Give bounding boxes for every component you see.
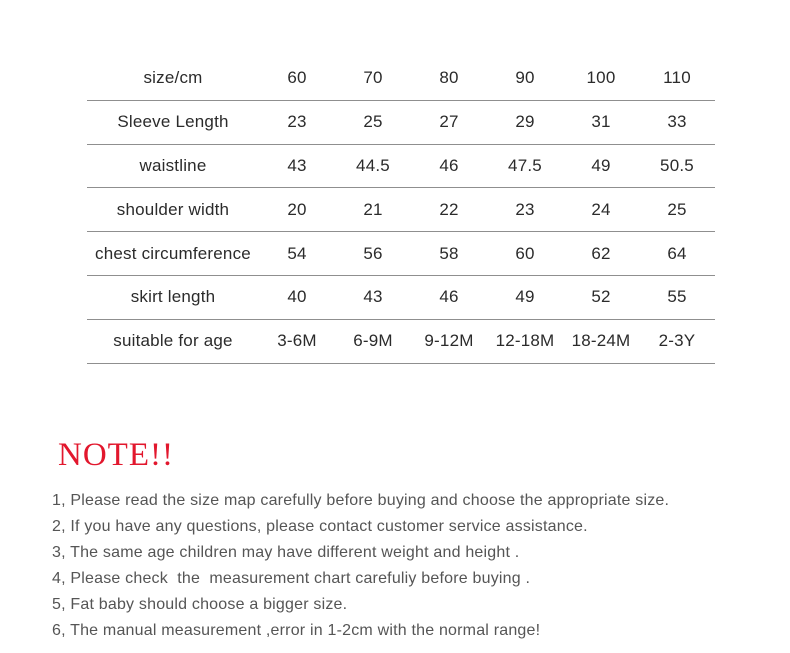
row-value: 58	[439, 243, 459, 263]
row-value: 31	[591, 112, 611, 132]
row-value: 25	[363, 112, 383, 132]
table-row	[87, 145, 715, 189]
row-label: size/cm	[143, 68, 203, 88]
note-item: 3, The same age children may have different weight and height .	[52, 544, 520, 561]
table-row	[87, 101, 715, 145]
table-row	[87, 232, 715, 276]
note-item: 4, Please check the measurement chart carefuliy before buying .	[52, 570, 531, 587]
note-heading: NOTE!!	[58, 437, 174, 473]
row-value: 27	[439, 112, 459, 132]
row-value: 2-3Y	[658, 331, 696, 351]
row-value: 46	[439, 287, 459, 307]
note-item: 2, If you have any questions, please contact customer service assistance.	[52, 518, 588, 535]
row-value: 49	[515, 287, 535, 307]
row-value: 29	[515, 112, 535, 132]
row-value: 64	[667, 243, 687, 263]
row-value: 20	[287, 199, 307, 219]
row-value: 3-6M	[277, 331, 317, 351]
row-value: 50.5	[660, 155, 694, 175]
row-label: chest circumference	[95, 243, 251, 263]
row-value: 55	[667, 287, 687, 307]
note-item: 6, The manual measurement ,error in 1-2cm with the normal range!	[52, 622, 541, 639]
row-value: 24	[591, 199, 611, 219]
table-row	[87, 320, 715, 364]
row-value: 12-18M	[495, 331, 555, 351]
row-value: 44.5	[356, 155, 390, 175]
row-value: 52	[591, 287, 611, 307]
row-value: 70	[363, 68, 383, 88]
row-value: 6-9M	[353, 331, 393, 351]
row-value: 47.5	[508, 155, 542, 175]
row-label: waistline	[139, 155, 207, 175]
row-value: 49	[591, 155, 611, 175]
table-row	[87, 188, 715, 232]
row-value: 60	[515, 243, 535, 263]
row-value: 21	[363, 199, 383, 219]
row-value: 43	[363, 287, 383, 307]
row-label: skirt length	[130, 287, 216, 307]
row-value: 60	[287, 68, 307, 88]
row-label: Sleeve Length	[117, 112, 229, 132]
note-item: 1, Please read the size map carefully before buying and choose the appropriate size.	[52, 492, 670, 509]
row-value: 33	[667, 112, 687, 132]
row-value: 90	[515, 68, 535, 88]
row-value: 100	[586, 68, 616, 88]
row-value: 22	[439, 199, 459, 219]
row-value: 54	[287, 243, 307, 263]
row-label: suitable for age	[113, 331, 233, 351]
row-value: 40	[287, 287, 307, 307]
row-value: 18-24M	[571, 331, 631, 351]
note-item: 5, Fat baby should choose a bigger size.	[52, 596, 348, 613]
row-value: 25	[667, 199, 687, 219]
size-table	[87, 57, 715, 364]
row-value: 43	[287, 155, 307, 175]
row-value: 62	[591, 243, 611, 263]
table-row	[87, 57, 715, 101]
row-value: 23	[515, 199, 535, 219]
row-label: shoulder width	[116, 199, 230, 219]
row-value: 80	[439, 68, 459, 88]
note-list	[52, 488, 669, 644]
row-value: 110	[663, 68, 691, 88]
row-value: 23	[287, 112, 307, 132]
table-row	[87, 276, 715, 320]
row-value: 9-12M	[424, 331, 474, 351]
row-value: 56	[363, 243, 383, 263]
row-value: 46	[439, 155, 459, 175]
